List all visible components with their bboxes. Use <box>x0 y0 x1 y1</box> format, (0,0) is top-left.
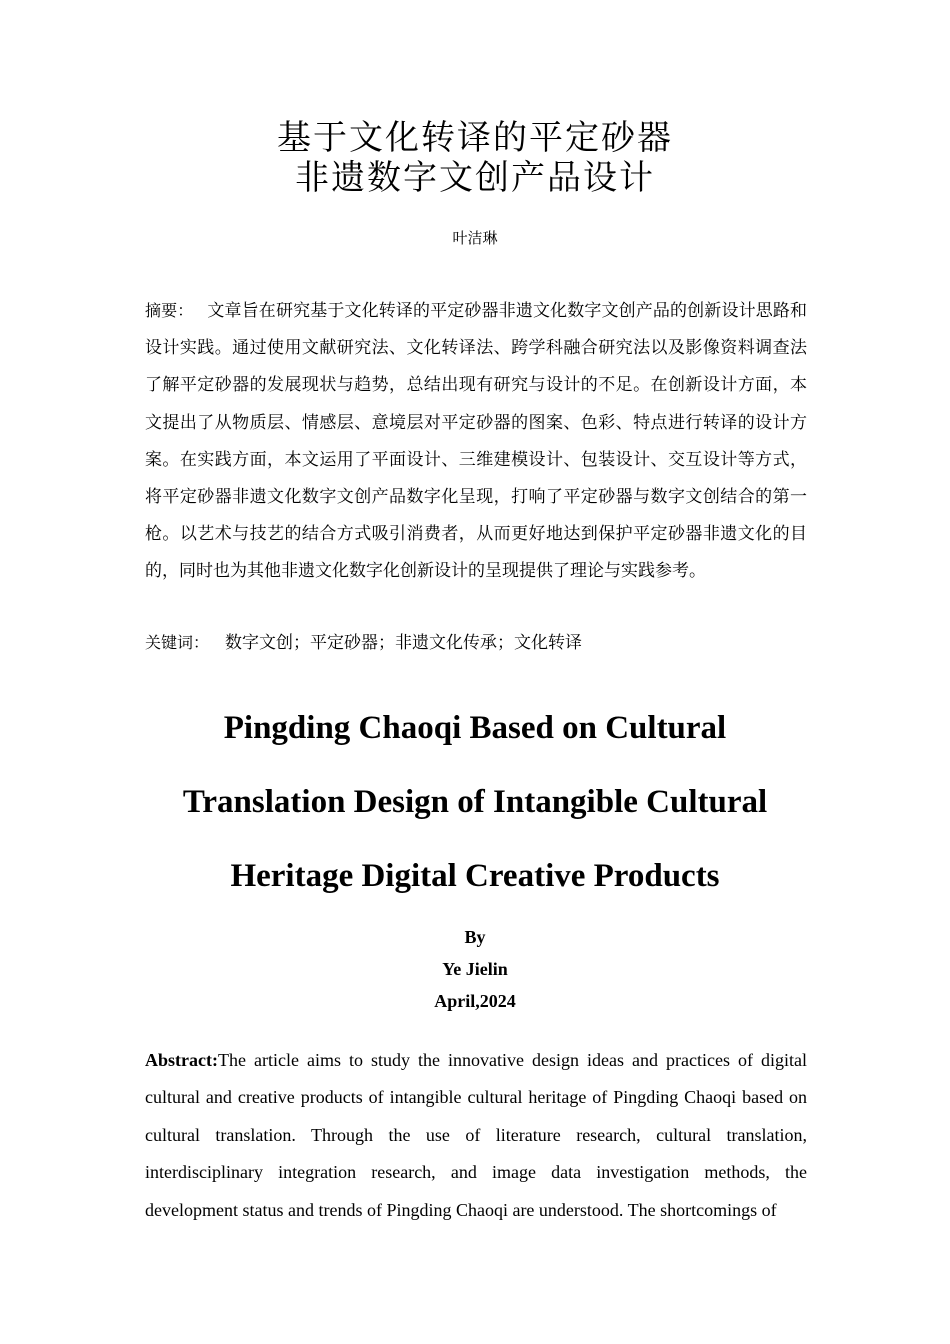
chinese-title-line-1: 基于文化转译的平定砂器 <box>277 118 673 158</box>
english-title-line-1: Pingding Chaoqi Based on Cultural <box>223 710 727 746</box>
english-date: April,2024 <box>434 991 516 1011</box>
chinese-keywords <box>145 628 807 658</box>
english-title-line-3: Heritage Digital Creative Products <box>230 858 720 894</box>
chinese-title-line-2: 非遗数字文创产品设计 <box>295 158 655 198</box>
chinese-abstract <box>145 292 807 591</box>
english-abstract-text: The article aims to study the innovative design ideas and practices of digital cultural and creative products of intangible cultural heritage of Pingding Chaoqi based on cultural translation. Through the use of literature research, cultural translation, interdisciplinary integration research, and image data investigation methods, the development status and trends of Pingding Chaoqi are understood. The shortcomings of <box>145 1050 807 1220</box>
chinese-keywords-label: 关键词： <box>145 633 210 652</box>
english-title-line-2: Translation Design of Intangible Cultural <box>182 784 768 820</box>
chinese-abstract-text: 文章旨在研究基于文化转译的平定砂器非遗文化数字文创产品的创新设计思路和设计实践。通过使用文献研究法、文化转译法、跨学科融合研究法以及影像资料调查法了解平定砂器的发展现状与趋势，总结出现有研究与设计的不足。在创新设计方面，本文提出了从物质层、情感层、意境层对平定砂器的图案、色彩、特点进行转译的设计方案。在实践方面，本文运用了平面设计、三维建模设计、包装设计、交互设计等方式，将平定砂器非遗文化数字文创产品数字化呈现，打响了平定砂器与数字文创结合的第一枪。以艺术与技艺的结合方式吸引消费者，从而更好地达到保护平定砂器非遗文化的目的，同时也为其他非遗文化数字化创新设计的呈现提供了理论与实践参考。 <box>145 301 807 582</box>
english-abstract-label: Abstract: <box>145 1050 218 1070</box>
english-by-line: By <box>464 927 486 947</box>
chinese-abstract-label: 摘要： <box>145 301 194 320</box>
chinese-author: 叶洁琳 <box>452 229 498 247</box>
english-abstract <box>145 1042 807 1229</box>
english-author: Ye Jielin <box>442 959 508 979</box>
chinese-keywords-text: 数字文创；平定砂器；非遗文化传承；文化转译 <box>225 633 583 653</box>
